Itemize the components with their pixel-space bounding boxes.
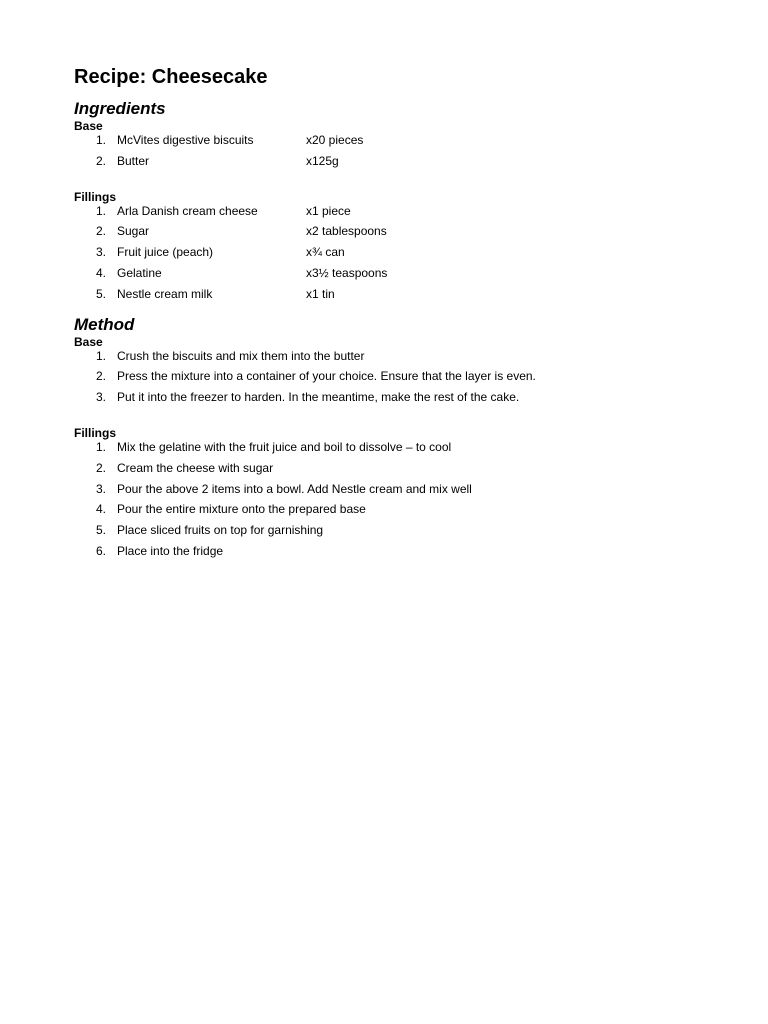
method-fillings-list [74, 440, 734, 565]
ingredient-quantity: x20 pieces [306, 133, 364, 147]
list-item [74, 287, 734, 308]
item-number: 5. [96, 286, 107, 301]
ingredient-quantity: x1 tin [306, 286, 335, 301]
method-base-list [74, 349, 734, 411]
step-number: 5. [96, 523, 107, 538]
ingredient-name: Fruit juice (peach) [117, 245, 214, 260]
step-number: 1. [96, 439, 107, 454]
step-number: 4. [96, 502, 107, 517]
step-number: 2. [96, 369, 107, 384]
step-number: 3. [96, 481, 107, 496]
list-item [74, 461, 734, 482]
list-item [74, 266, 734, 287]
list-item [74, 523, 734, 544]
ingredient-quantity: x2 tablespoons [306, 224, 387, 239]
item-number: 3. [96, 245, 107, 260]
step-text: Crush the biscuits and mix them into the butter [117, 348, 365, 363]
list-item [74, 502, 734, 523]
method-fillings-label: Fillings [74, 425, 116, 440]
document-page [74, 62, 734, 565]
item-number: 1. [96, 133, 107, 147]
item-number: 1. [96, 203, 107, 218]
step-text: Mix the gelatine with the fruit juice and boil to dissolve – to cool [117, 439, 452, 454]
list-item [74, 369, 734, 390]
ingredient-quantity: x1 piece [306, 203, 351, 218]
list-item [74, 482, 734, 503]
ingredients-fillings-label: Fillings [74, 189, 116, 204]
ingredient-quantity: x3½ teaspoons [306, 265, 388, 280]
ingredient-name: McVites digestive biscuits [117, 133, 254, 147]
list-item [74, 204, 734, 225]
method-heading: Method [74, 314, 135, 334]
step-number: 2. [96, 460, 107, 475]
ingredient-quantity: x125g [306, 153, 339, 168]
ingredient-name: Arla Danish cream cheese [117, 203, 258, 218]
item-number: 4. [96, 265, 107, 280]
item-number: 2. [96, 153, 107, 168]
list-item [74, 349, 734, 370]
step-number: 3. [96, 390, 107, 405]
page-title: Recipe: Cheesecake [74, 66, 268, 88]
step-text: Cream the cheese with sugar [117, 460, 274, 475]
step-text: Pour the entire mixture onto the prepared base [117, 502, 366, 517]
list-item [74, 390, 734, 411]
ingredients-base-label: Base [74, 119, 103, 133]
step-text: Put it into the freezer to harden. In the meantime, make the rest of the cake. [117, 390, 520, 405]
ingredient-name: Sugar [117, 224, 150, 239]
list-item [74, 544, 734, 565]
ingredient-name: Nestle cream milk [117, 286, 213, 301]
list-item [74, 440, 734, 461]
ingredients-fillings-list [74, 204, 734, 308]
step-text: Press the mixture into a container of your choice. Ensure that the layer is even. [117, 369, 536, 384]
ingredient-quantity: x¾ can [306, 245, 345, 260]
list-item [74, 133, 734, 154]
item-number: 2. [96, 224, 107, 239]
step-text: Place sliced fruits on top for garnishing [117, 523, 324, 538]
step-number: 1. [96, 348, 107, 363]
method-base-label: Base [74, 334, 103, 349]
ingredients-base-list [74, 133, 734, 175]
ingredient-name: Gelatine [117, 265, 162, 280]
ingredient-name: Butter [117, 153, 150, 168]
list-item [74, 245, 734, 266]
ingredients-heading: Ingredients [74, 99, 166, 118]
step-text: Place into the fridge [117, 543, 224, 558]
list-item [74, 224, 734, 245]
step-number: 6. [96, 543, 107, 558]
step-text: Pour the above 2 items into a bowl. Add Nestle cream and mix well [117, 481, 472, 496]
list-item [74, 154, 734, 175]
